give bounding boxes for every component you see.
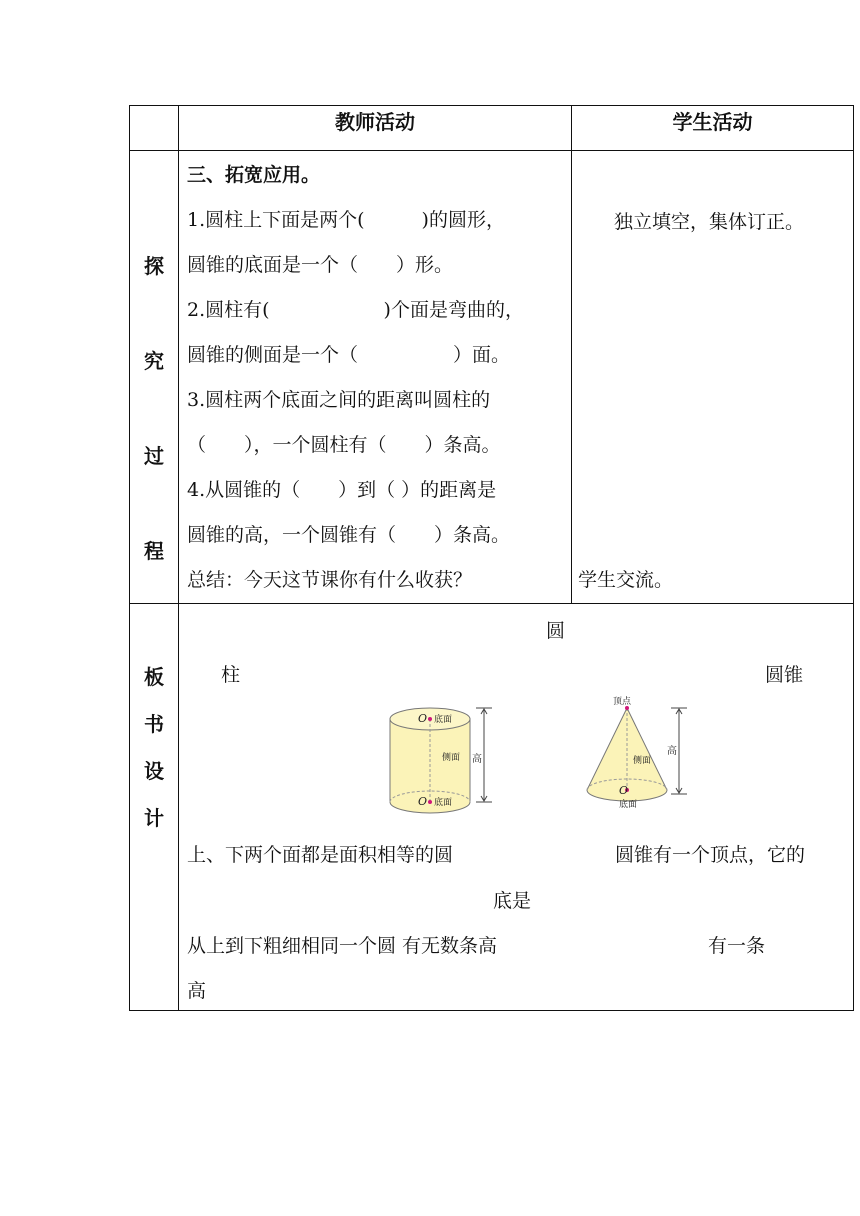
header-student-activity: 学生活动 — [572, 106, 854, 151]
cyl-top-center-label: O — [418, 712, 428, 725]
cone-base-label: 底面 — [619, 800, 638, 810]
explore-teacher-cell — [179, 151, 572, 604]
summary-line: 总结：今天这节课你有什么收获？ — [187, 569, 473, 591]
board-side-label — [130, 604, 179, 1011]
board-area — [179, 604, 853, 1010]
board-title-top: 圆 — [546, 620, 566, 642]
board-line-3-right: 有一条 — [708, 935, 766, 957]
question-line: 2.圆柱有( )个面是弯曲的， — [187, 299, 524, 321]
question-line: 圆锥的侧面是一个（ ）面。 — [187, 344, 511, 366]
cone-side-label: 侧面 — [633, 756, 652, 766]
question-line: 圆锥的高，一个圆锥有（ ）条高。 — [187, 524, 511, 546]
cyl-bottom-label: 底面 — [434, 798, 453, 808]
explore-side-label — [130, 151, 179, 604]
board-line-1-right: 圆锥有一个顶点，它的 — [615, 844, 806, 866]
lesson-table — [129, 105, 854, 1011]
question-line: 圆锥的底面是一个（ ）形。 — [187, 254, 454, 276]
cyl-top-label: 底面 — [434, 715, 453, 725]
cone-height-label: 高 — [667, 746, 677, 757]
student-activity-2: 学生交流。 — [578, 569, 674, 591]
side-char: 板 — [144, 665, 164, 689]
board-line-2: 底是 — [493, 890, 532, 912]
explore-student-cell — [572, 151, 854, 604]
cone-diagram — [579, 696, 709, 814]
section-heading: 三、拓宽应用。 — [187, 164, 321, 186]
side-char: 探 — [144, 254, 164, 278]
question-line: 1.圆柱上下面是两个( )的圆形， — [187, 209, 505, 231]
board-row — [130, 604, 854, 1011]
board-design-cell — [179, 604, 854, 1011]
header-row — [130, 106, 854, 151]
cyl-height-label: 高 — [472, 754, 482, 765]
student-activity-1: 独立填空，集体订正。 — [614, 211, 805, 233]
board-line-4: 高 — [187, 980, 207, 1002]
side-char: 程 — [144, 539, 164, 563]
explore-row — [130, 151, 854, 604]
board-label-cylinder: 柱 — [221, 664, 241, 686]
header-teacher-activity: 教师活动 — [179, 106, 572, 151]
side-char: 究 — [144, 349, 164, 373]
header-blank-cell — [130, 106, 179, 151]
cone-vertex-label: 顶点 — [613, 697, 632, 707]
question-line: 3.圆柱两个底面之间的距离叫圆柱的 — [187, 389, 491, 411]
board-line-3-left: 从上到下粗细相同一个圆 有无数条高 — [187, 935, 498, 957]
side-char: 计 — [144, 806, 164, 830]
cone-center-label: O — [619, 784, 629, 797]
side-char: 设 — [144, 759, 164, 783]
question-line: （ ），一个圆柱有（ ）条高。 — [187, 434, 501, 456]
cylinder-diagram — [384, 704, 504, 822]
cyl-bottom-center-label: O — [418, 795, 428, 808]
board-line-1-left: 上、下两个面都是面积相等的圆 — [187, 844, 454, 866]
cyl-side-label: 侧面 — [442, 753, 461, 763]
question-line: 4.从圆锥的（ ）到（ ）的距离是 — [187, 479, 497, 501]
side-char: 过 — [144, 444, 164, 468]
side-char: 书 — [144, 712, 164, 736]
board-label-cone: 圆锥 — [765, 664, 804, 686]
